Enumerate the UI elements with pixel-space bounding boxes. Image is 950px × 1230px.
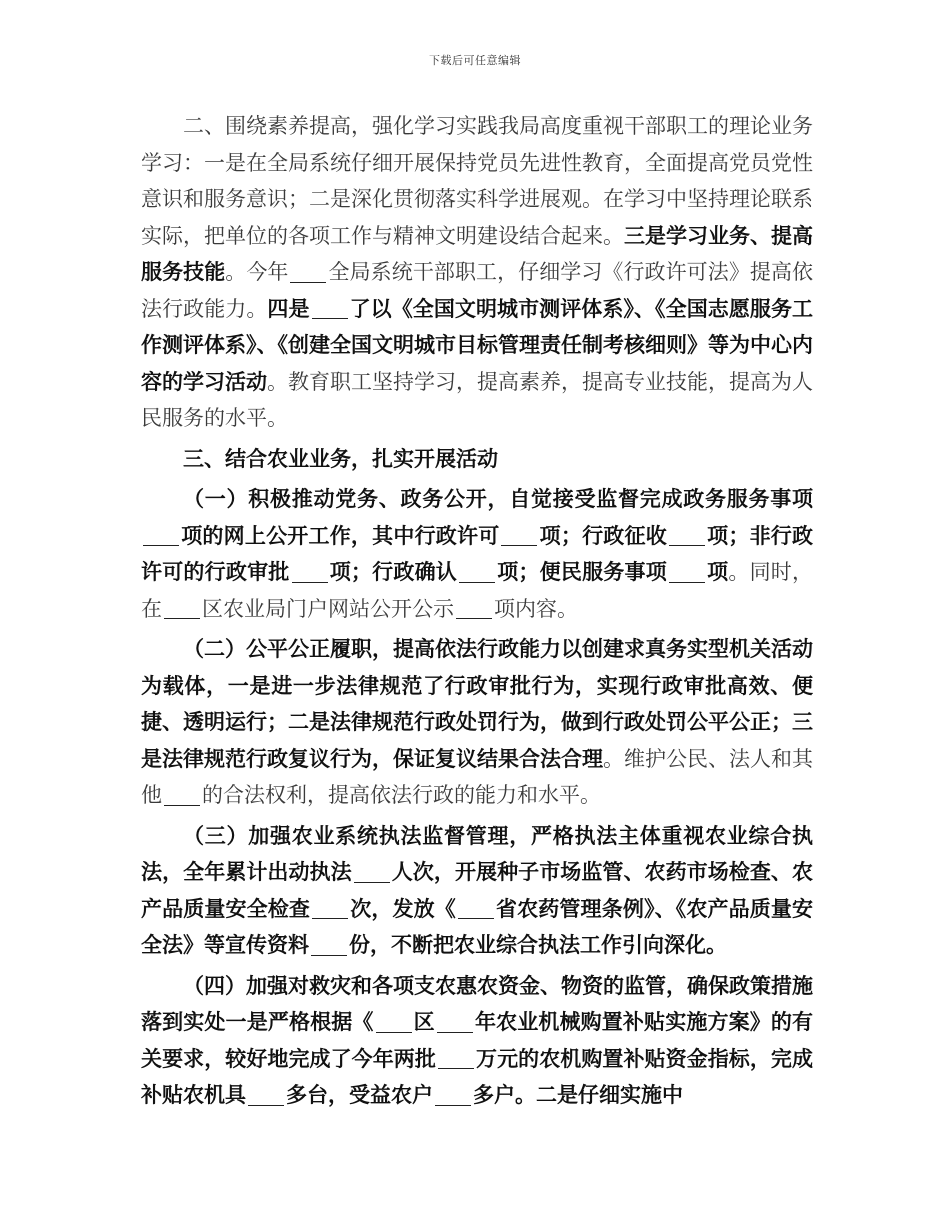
bold-text-run: 多户。二是仔细实施中 (473, 1082, 683, 1107)
bold-text-run: 项的网上公开工作，其中行政许可 (181, 522, 500, 548)
fill-in-blank (458, 897, 494, 919)
fill-in-blank (290, 261, 326, 283)
fill-in-blank (164, 597, 200, 619)
fill-in-blank (669, 524, 705, 546)
fill-in-blank (669, 561, 705, 583)
text-run: 。教育职工坚持学习，提高素养，提高专业技能，提高为人民服务的水平。 (141, 369, 813, 430)
section-two-paragraph (141, 108, 813, 437)
item-three-paragraph (141, 818, 813, 964)
text-run: 二、围绕素养提高，强化学习实践我局高度重视干部职工的理论业务学习：一是在全局系统仔细开展保持党员先进性教育，全面提高党员党性意识和服务意识；二是深化贯彻落实科学进展观。在学习中坚持理论联系实际，把单位的各项工作与精神文明建设结合起来。 (141, 114, 813, 248)
bold-text-run: 万元的农机购置补贴资金指标，完成补贴农机具 (141, 1045, 814, 1107)
fill-in-blank (459, 561, 495, 583)
text-run: 全局系统干部职工，仔细学习《行政许可法》提高依法行政能力。 (141, 260, 814, 321)
fill-in-blank (143, 524, 179, 546)
bold-text-run: 了以《全国文明城市测评体系》、《全国志愿服务工作测评体系》、《创建全国文明城市目标管理责任制考核细则》等为中心内容的学习活动 (141, 295, 814, 394)
bold-text-run: （四）加强对救灾和各项支农惠农资金、物资的监管，确保政策措施落到实处一是严格根据《 (141, 972, 813, 1034)
bold-text-run: 项；便民服务事项 (497, 559, 667, 584)
fill-in-blank (311, 934, 347, 956)
text-run: 的合法权利，提高依法行政的能力和水平。 (202, 783, 601, 807)
bold-text-run: 四是 (267, 295, 310, 321)
fill-in-blank (501, 524, 537, 546)
bold-text-run: 年农业机械购置补贴实施方案》的有关要求，较好地完成了今年两批 (141, 1009, 814, 1071)
bold-text-run: （三）加强农业系统执法监督管理，严格执法主体重视农业综合执法，全年累计出动执法 (141, 822, 813, 884)
bold-text-run: 项；行政征收 (539, 522, 667, 548)
fill-in-blank (376, 1011, 412, 1033)
text-run: 项内容。 (494, 596, 578, 621)
fill-in-blank (437, 1011, 473, 1033)
bold-text-run: 三、结合农业业务，扎实开展活动 (183, 445, 498, 471)
text-run: 。维护公民、法人和其他 (141, 746, 813, 807)
bold-text-run: 省农药管理条例》、《农产品质量安全法》等宣传资料 (141, 895, 814, 957)
fill-in-blank (248, 1084, 284, 1106)
bold-text-run: （二）公平公正履职，提高依法行政能力以创建求真务实型机关活动为载体，一是进一步法律规范了行政审批行为，实现行政审批高效、便捷、透明运行；二是法律规范行政处罚行为，做到行政处罚公平公正；三是法律规范行政复议行为，保证复议结果合法合理 (141, 636, 813, 771)
bold-text-run: （一）积极推动党务、政务公开，自觉接受监督完成政务服务事项 (183, 486, 813, 511)
fill-in-blank (354, 861, 390, 883)
bold-text-run: 份，不断把农业综合执法工作引向深化。 (349, 932, 727, 957)
bold-text-run: 区 (413, 1009, 435, 1034)
fill-in-blank (456, 597, 492, 619)
text-run: 。同时，在 (141, 560, 814, 621)
fill-in-blank (292, 561, 328, 583)
text-run: 区农业局门户网站公开公示 (202, 596, 454, 621)
item-four-paragraph (141, 968, 813, 1114)
fill-in-blank (312, 897, 348, 919)
item-two-paragraph (141, 631, 813, 814)
text-run: 。今年 (225, 260, 289, 284)
bold-text-run: 项 (706, 559, 729, 584)
bold-text-run: 次，发放《 (350, 895, 456, 921)
item-one-paragraph (141, 481, 813, 627)
fill-in-blank (435, 1084, 471, 1106)
bold-text-run: 人次，开展种子市场监管、农药市场检查、农产品质量安全检查 (141, 859, 814, 921)
fill-in-blank (438, 1047, 474, 1069)
bold-text-run: 项；非行政许可的行政审批 (141, 522, 814, 584)
page-header: 下载后可任意编辑 (429, 54, 521, 67)
bold-text-run: 项；行政确认 (329, 559, 457, 584)
bold-text-run: 多台，受益农户 (286, 1082, 433, 1107)
section-three-heading (141, 441, 813, 478)
document-body (141, 108, 813, 1114)
fill-in-blank (312, 297, 348, 319)
bold-text-run: 三是学习业务、提高服务技能 (141, 222, 813, 284)
fill-in-blank (164, 784, 200, 806)
